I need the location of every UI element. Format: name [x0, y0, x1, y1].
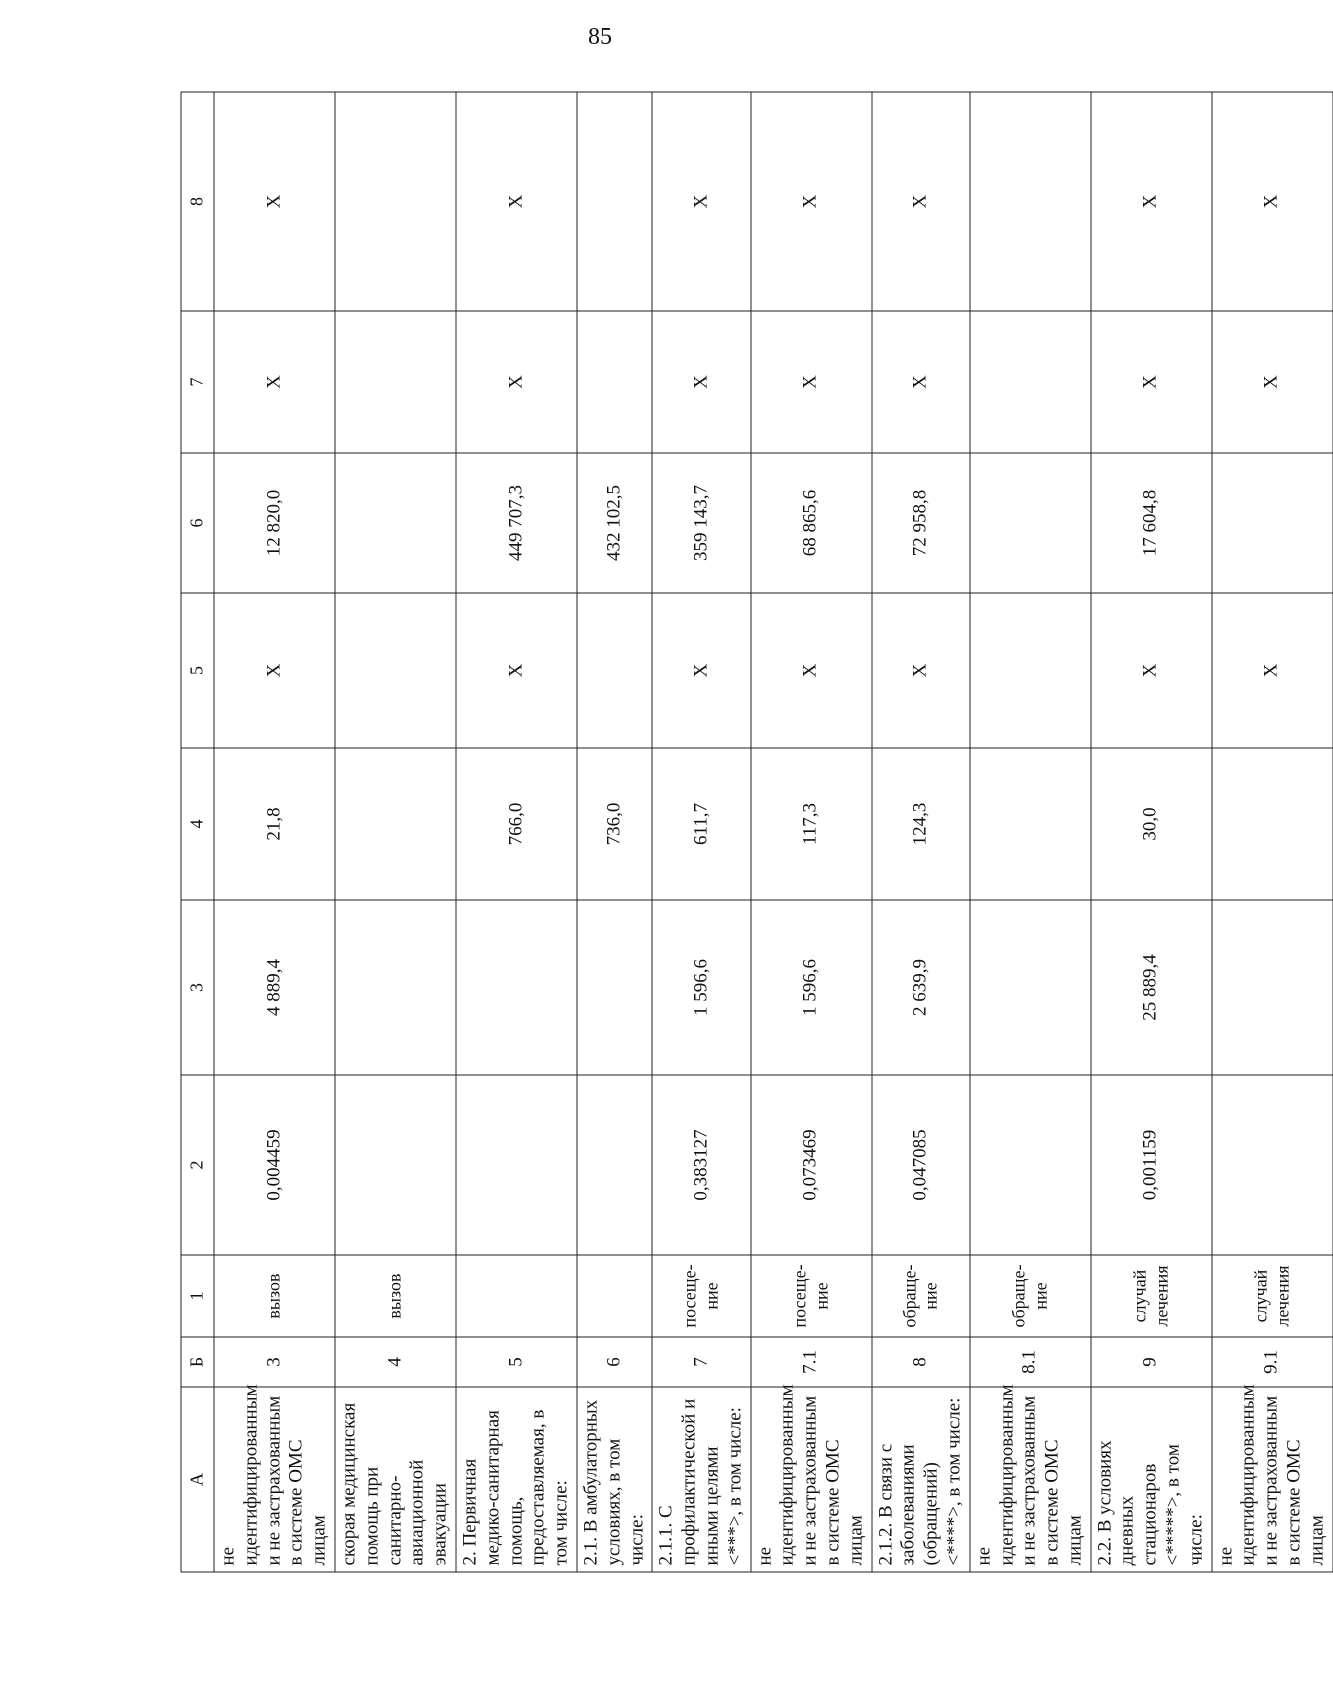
cell-col-4: 21,8 — [214, 748, 335, 900]
cell-unit: обраще-ние — [970, 1255, 1091, 1337]
cell-col-7: Х — [872, 311, 970, 453]
cell-unit — [456, 1255, 577, 1337]
cell-col-7: Х — [652, 311, 750, 453]
page-number: 85 — [588, 24, 612, 50]
cell-unit: обраще-ние — [872, 1255, 970, 1337]
cell-row-code: 9 — [1091, 1337, 1212, 1387]
cell-col-4: 611,7 — [652, 748, 750, 900]
cell-unit: посеще-ние — [652, 1255, 750, 1337]
cell-description: скорая медицинская помощь при санитарно-авиационной эвакуации — [335, 1387, 456, 1572]
cell-description: не идентифицированным и не застрахованным в системе ОМС лицам — [1212, 1387, 1333, 1572]
cell-col-2 — [577, 1075, 652, 1255]
cell-col-2 — [456, 1075, 577, 1255]
cell-col-5: Х — [1091, 593, 1212, 748]
cell-row-code: 7.1 — [751, 1337, 872, 1387]
cell-col-4: 117,3 — [751, 748, 872, 900]
cell-row-code: 8.1 — [970, 1337, 1091, 1387]
cell-col-5: Х — [872, 593, 970, 748]
cell-col-5: Х — [751, 593, 872, 748]
cell-col-7: Х — [1212, 311, 1333, 453]
cell-col-8: Х — [1091, 92, 1212, 311]
cell-description: 2.1. В амбулаторных условиях, в том числе: — [577, 1387, 652, 1572]
table-row — [214, 92, 335, 1572]
cell-col-7 — [970, 311, 1091, 453]
cell-col-4 — [1212, 748, 1333, 900]
cell-col-8: Х — [214, 92, 335, 311]
cell-col-6 — [1212, 453, 1333, 593]
cell-col-3 — [1212, 900, 1333, 1075]
cell-col-7: Х — [456, 311, 577, 453]
table-row — [872, 92, 970, 1572]
cell-col-3 — [970, 900, 1091, 1075]
cell-col-4: 736,0 — [577, 748, 652, 900]
cell-col-6: 12 820,0 — [214, 453, 335, 593]
cell-row-code: 4 — [335, 1337, 456, 1387]
cell-description: не идентифицированным и не застрахованным в системе ОМС лицам — [970, 1387, 1091, 1572]
cell-col-5: Х — [214, 593, 335, 748]
cell-col-3 — [456, 900, 577, 1075]
cell-col-2: 0,047085 — [872, 1075, 970, 1255]
table-wrapper — [181, 92, 1328, 1572]
cell-col-2 — [970, 1075, 1091, 1255]
cell-col-5: Х — [1212, 593, 1333, 748]
cell-col-6: 359 143,7 — [652, 453, 750, 593]
cell-col-2: 0,383127 — [652, 1075, 750, 1255]
header-cell: А — [181, 1387, 214, 1572]
cell-row-code: 3 — [214, 1337, 335, 1387]
header-cell: 7 — [181, 311, 214, 453]
cell-col-3 — [577, 900, 652, 1075]
cell-description: не идентифицированным и не застрахованным в системе ОМС лицам — [751, 1387, 872, 1572]
cell-unit: вызов — [214, 1255, 335, 1337]
cell-col-4: 124,3 — [872, 748, 970, 900]
table-row — [456, 92, 577, 1572]
cell-col-3: 25 889,4 — [1091, 900, 1212, 1075]
cell-col-8 — [577, 92, 652, 311]
cell-row-code: 9.1 — [1212, 1337, 1333, 1387]
header-cell: Б — [181, 1337, 214, 1387]
cell-col-3: 2 639,9 — [872, 900, 970, 1075]
cell-unit: посеще-ние — [751, 1255, 872, 1337]
cell-description: 2.1.1. С профилактической и иными целями <***>, в том числе: — [652, 1387, 750, 1572]
cell-col-2 — [1212, 1075, 1333, 1255]
table-row — [751, 92, 872, 1572]
cell-col-6: 68 865,6 — [751, 453, 872, 593]
cell-row-code: 7 — [652, 1337, 750, 1387]
cell-col-4 — [335, 748, 456, 900]
cell-col-4: 30,0 — [1091, 748, 1212, 900]
table-row — [335, 92, 456, 1572]
header-cell: 8 — [181, 92, 214, 311]
cell-col-8 — [970, 92, 1091, 311]
cell-col-6: 72 958,8 — [872, 453, 970, 593]
cell-col-2 — [335, 1075, 456, 1255]
cell-col-5 — [335, 593, 456, 748]
cell-col-5 — [970, 593, 1091, 748]
header-cell: 2 — [181, 1075, 214, 1255]
cell-col-8: Х — [456, 92, 577, 311]
cell-col-6: 17 604,8 — [1091, 453, 1212, 593]
header-cell: 6 — [181, 453, 214, 593]
cell-col-3: 1 596,6 — [652, 900, 750, 1075]
table-row — [1091, 92, 1212, 1572]
header-cell: 1 — [181, 1255, 214, 1337]
cell-description: 2.1.2. В связи с заболеваниями (обращений) <****>, в том числе: — [872, 1387, 970, 1572]
cell-description: не идентифицированным и не застрахованным в системе ОМС лицам — [214, 1387, 335, 1572]
table-row — [1212, 92, 1333, 1572]
cell-col-7: Х — [214, 311, 335, 453]
table-row — [652, 92, 750, 1572]
cell-col-7: Х — [751, 311, 872, 453]
cell-unit: вызов — [335, 1255, 456, 1337]
cell-col-2: 0,073469 — [751, 1075, 872, 1255]
table-header-row — [181, 92, 214, 1572]
header-cell: 3 — [181, 900, 214, 1075]
table-row — [577, 92, 652, 1572]
cell-col-3: 1 596,6 — [751, 900, 872, 1075]
cell-col-8: Х — [751, 92, 872, 311]
cell-col-5: Х — [652, 593, 750, 748]
cell-unit: случай лечения — [1091, 1255, 1212, 1337]
cell-col-2: 0,001159 — [1091, 1075, 1212, 1255]
header-cell: 4 — [181, 748, 214, 900]
cell-col-8 — [335, 92, 456, 311]
cell-col-6: 432 102,5 — [577, 453, 652, 593]
table-row — [970, 92, 1091, 1572]
cell-description: 2.2. В условиях дневных стационаров <*****>, в том числе: — [1091, 1387, 1212, 1572]
cell-unit: случай лечения — [1212, 1255, 1333, 1337]
cell-row-code: 5 — [456, 1337, 577, 1387]
cell-col-3: 4 889,4 — [214, 900, 335, 1075]
cell-col-5 — [577, 593, 652, 748]
cell-col-4: 766,0 — [456, 748, 577, 900]
cell-col-7 — [577, 311, 652, 453]
cell-col-8: Х — [652, 92, 750, 311]
header-cell: 5 — [181, 593, 214, 748]
cell-row-code: 6 — [577, 1337, 652, 1387]
cell-description: 2. Первичная медико-санитарная помощь, предоставляемая, в том числе: — [456, 1387, 577, 1572]
cell-col-3 — [335, 900, 456, 1075]
cell-col-6: 449 707,3 — [456, 453, 577, 593]
cell-col-2: 0,004459 — [214, 1075, 335, 1255]
cell-col-6 — [970, 453, 1091, 593]
data-table — [181, 91, 1333, 1572]
cell-col-8: Х — [1212, 92, 1333, 311]
cell-col-6 — [335, 453, 456, 593]
cell-row-code: 8 — [872, 1337, 970, 1387]
cell-col-4 — [970, 748, 1091, 900]
cell-col-7 — [335, 311, 456, 453]
cell-col-8: Х — [872, 92, 970, 311]
cell-col-5: Х — [456, 593, 577, 748]
cell-col-7: Х — [1091, 311, 1212, 453]
cell-unit — [577, 1255, 652, 1337]
